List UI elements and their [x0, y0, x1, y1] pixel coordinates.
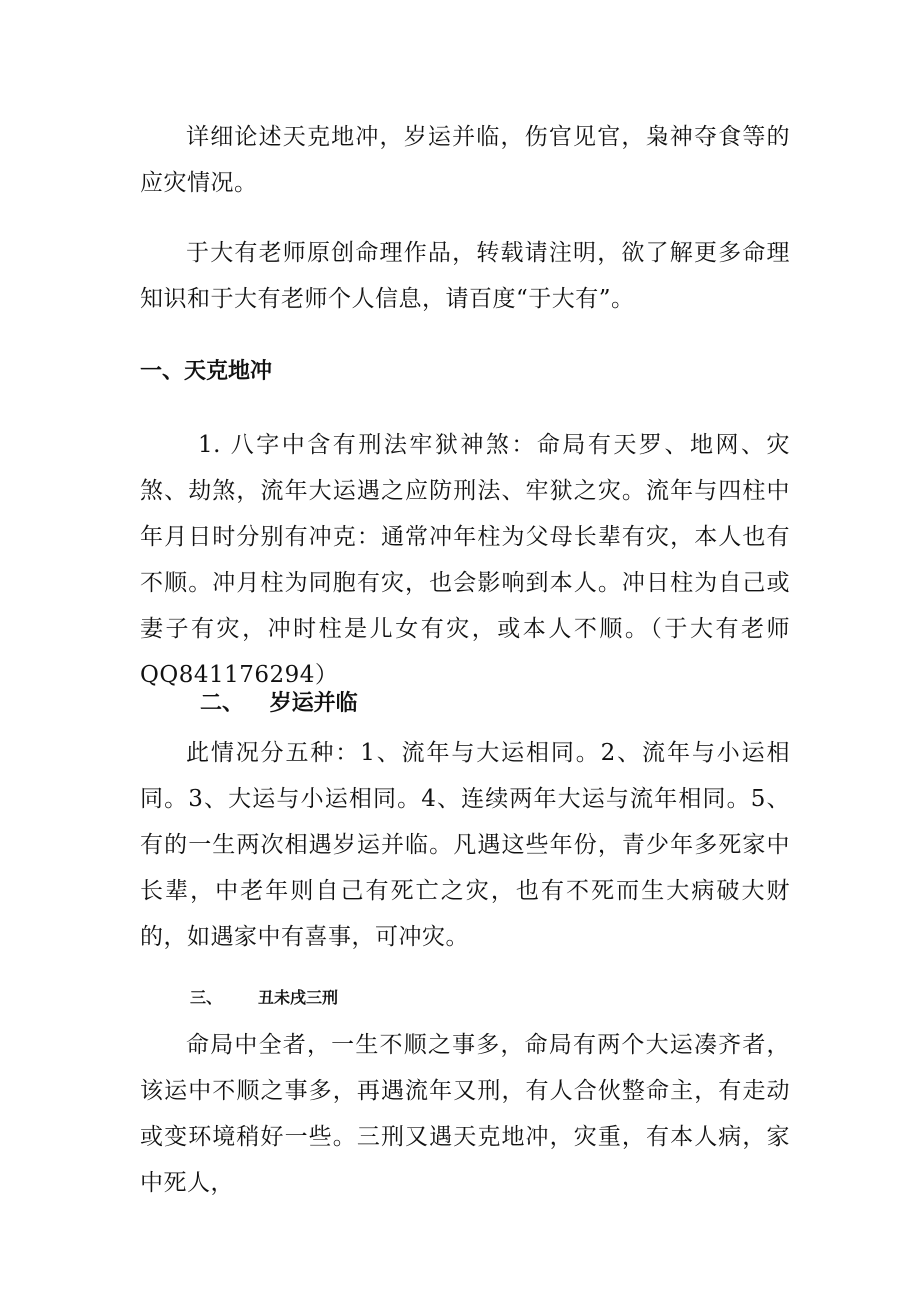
copyright-paragraph: 于大有老师原创命理作品，转载请注明，欲了解更多命理知识和于大有老师个人信息，请百度“于大有”。: [140, 240, 790, 312]
section-1-heading: 一、天克地冲: [140, 359, 273, 384]
section-3-number: 三、: [190, 988, 223, 1007]
section-2-heading: 二、 岁运并临: [200, 691, 358, 716]
section-3-heading: [190, 984, 338, 1012]
section-3-title: 丑未戌三刑: [258, 988, 339, 1007]
section-2-body: 此情况分五种：1、流年与大运相同。2、流年与小运相同。3、大运与小运相同。4、连续两年大运与流年相同。5、有的一生两次相遇岁运并临。凡遇这些年份，青少年多死家中长辈，中老年则自己有死亡之灾，也有不死而生大病破大财的，如遇家中有喜事，可冲灾。: [140, 740, 790, 950]
section-1-body: 1. 八字中含有刑法牢狱神煞：命局有天罗、地网、灾煞、劫煞，流年大运遇之应防刑法、牢狱之灾。流年与四柱中年月日时分别有冲克：通常冲年柱为父母长辈有灾，本人也有不顺。冲月柱为同胞有灾，也会影响到本人。冲日柱为自己或妻子有灾，冲时柱是儿女有灾，或本人不顺。（于大有老师 QQ841176294）: [140, 432, 790, 688]
intro-paragraph: 详细论述天克地冲，岁运并临，伤官见官，枭神夺食等的应灾情况。: [140, 124, 790, 196]
section-3-body: 命局中全者，一生不顺之事多，命局有两个大运凑齐者，该运中不顺之事多，再遇流年又刑，有人合伙整命主，有走动或变环境稍好一些。三刑又遇天克地冲，灾重，有本人病，家中死人，: [140, 1032, 790, 1196]
